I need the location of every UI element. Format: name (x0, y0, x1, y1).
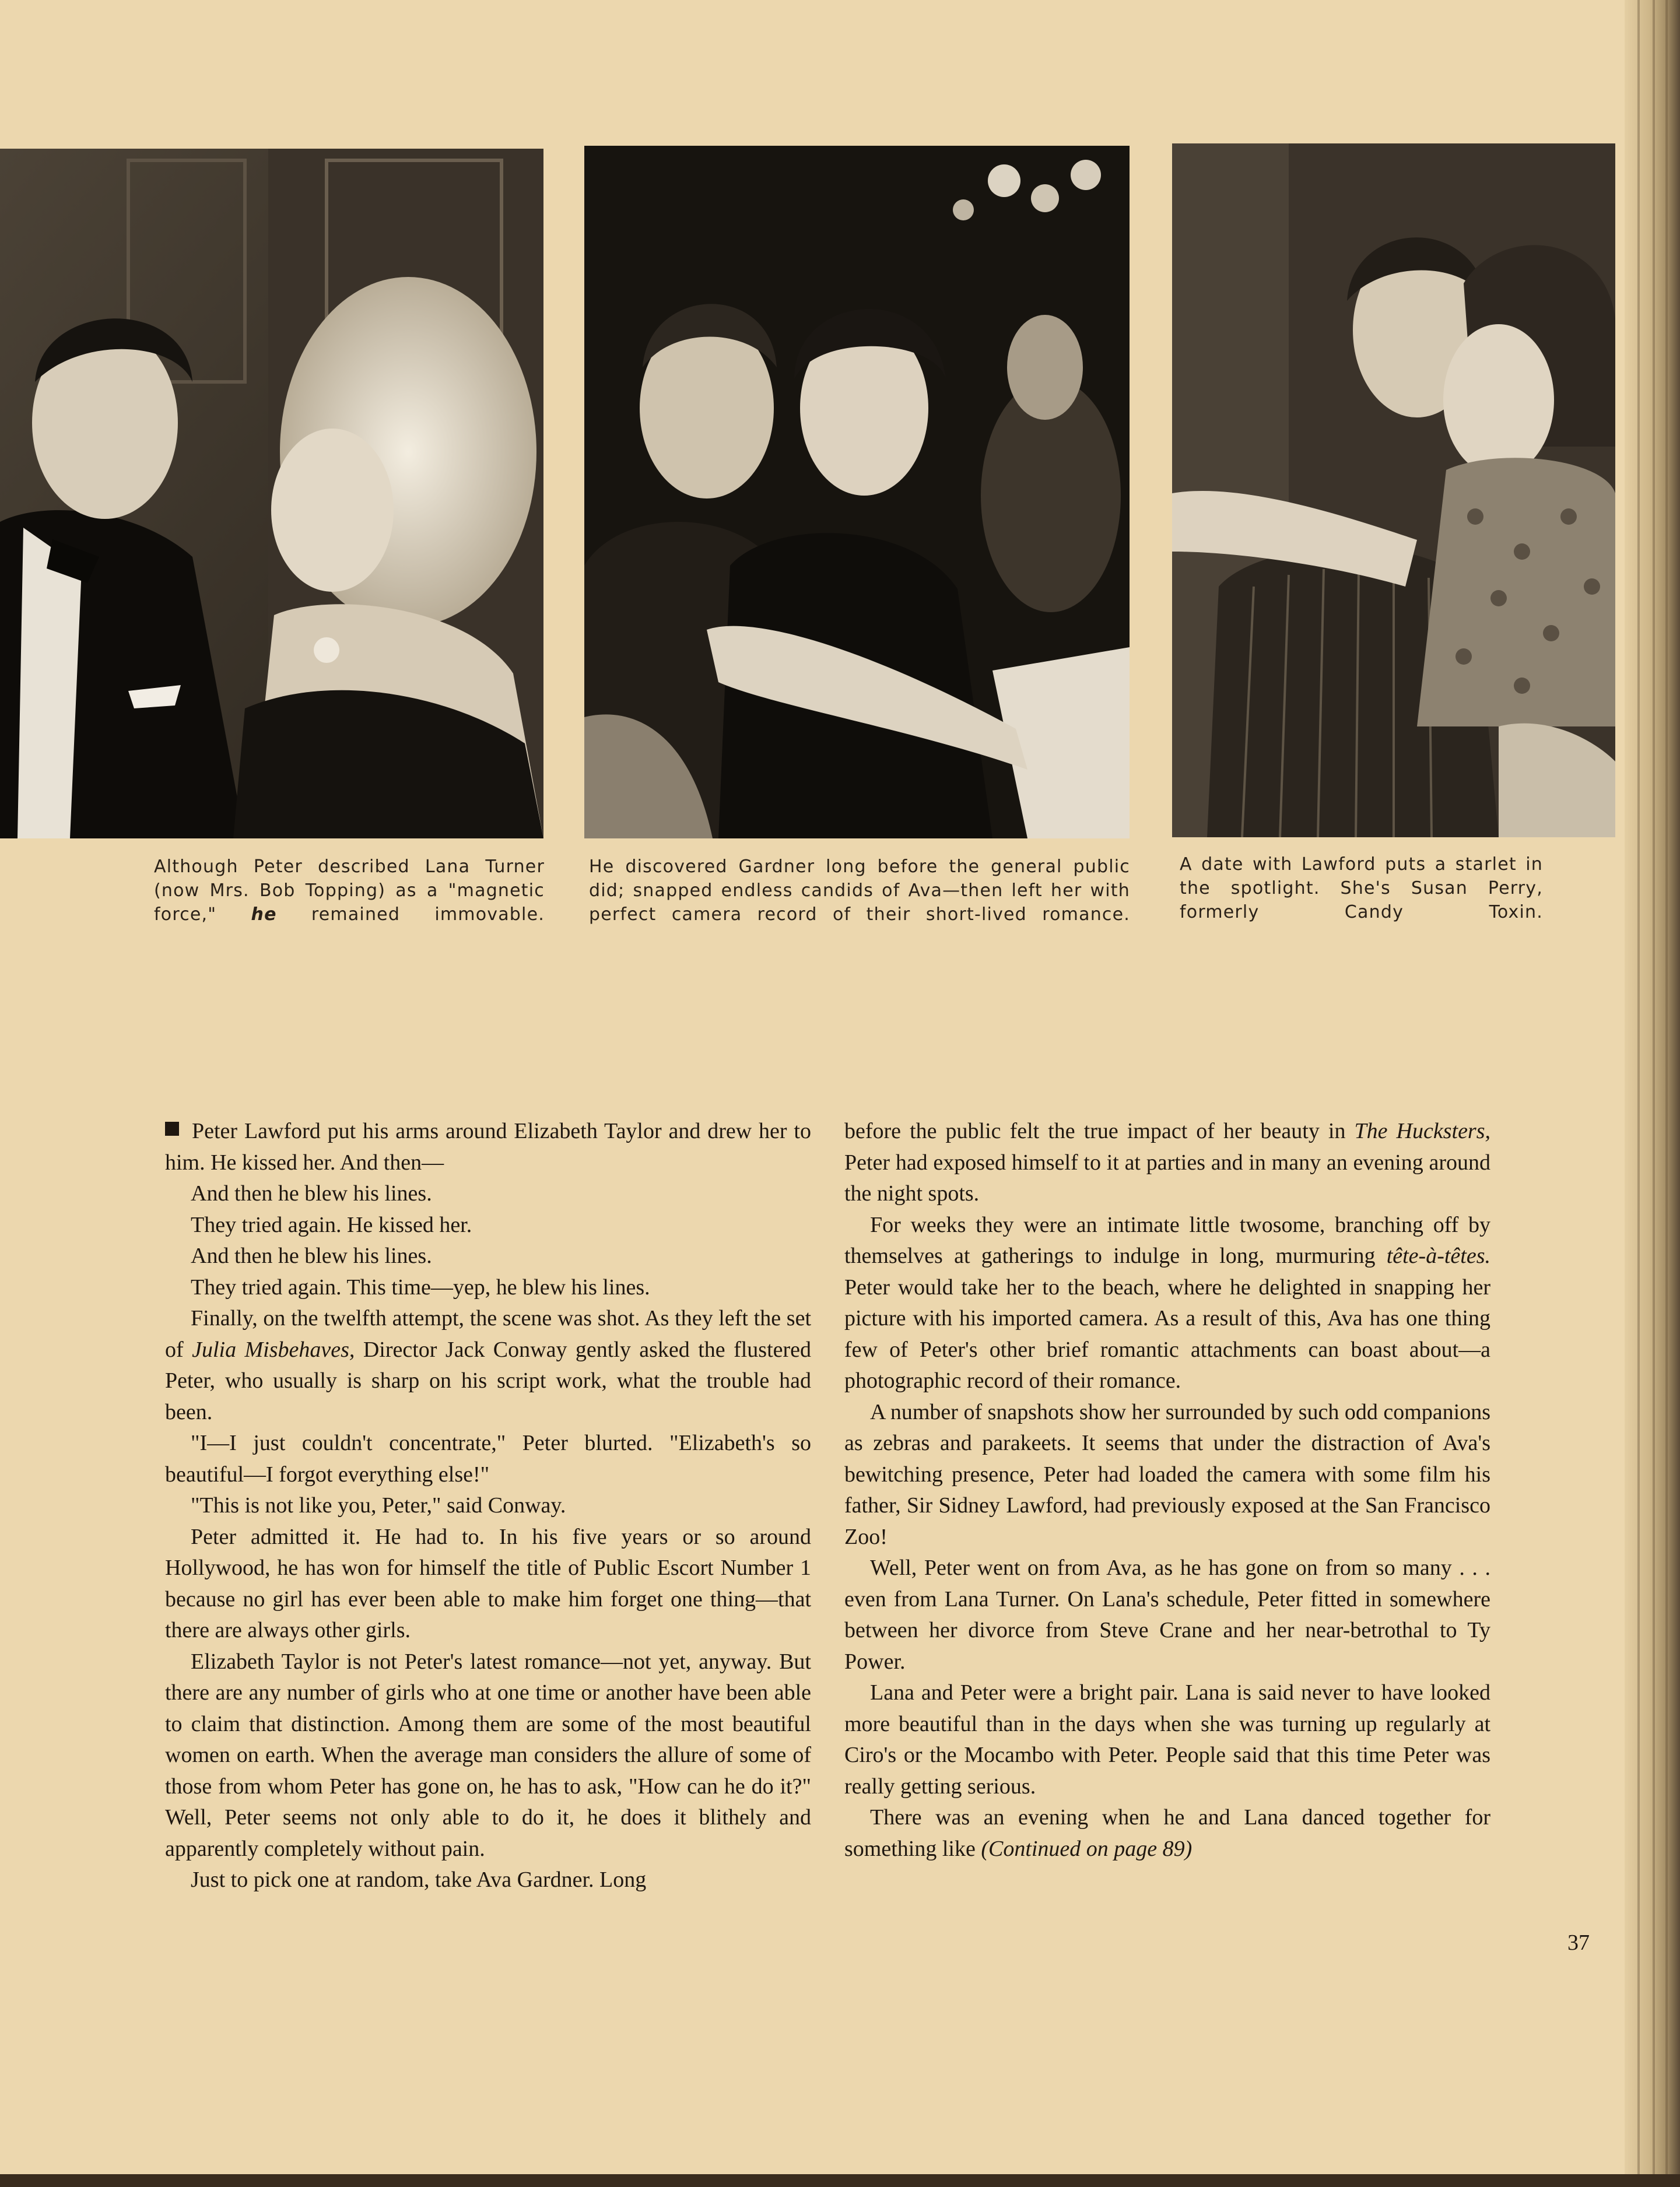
article-column-left (165, 1116, 811, 1896)
continued-on-page-note: (Continued on page 89) (981, 1836, 1193, 1861)
caption-lana-emphasis: he (251, 904, 277, 925)
page-bottom-edge (0, 2174, 1680, 2187)
caption-ava-gardner: He discovered Gardner long before the general public did; snapped endless candids of Ava—then left her with perfect camera record of their short-lived romance. (589, 856, 1130, 925)
caption-lana-text-1: Although Peter described Lana Turner (now Mrs. Bob Topping) as a "magnetic force," (154, 856, 545, 925)
caption-susan-perry: A date with Lawford puts a starlet in the spotlight. She's Susan Perry, formerly Candy Toxin. (1180, 854, 1543, 922)
article-paragraph: Well, Peter went on from Ava, as he has gone on from so many . . . even from Lana Turner. On Lana's schedule, Peter fitted in somewhere between her divorce from Steve Crane and her near-betrothal to Ty Power. (844, 1556, 1490, 1674)
article-paragraph: Peter admitted it. He had to. In his five years or so around Hollywood, he has won for himself the title of Public Escort Number 1 because no girl has ever been able to make him forget one thing—that there are always other girls. (165, 1524, 811, 1642)
article-paragraph: "This is not like you, Peter," said Conway. (191, 1493, 566, 1518)
peter-lawford-lana-turner-photo (0, 149, 543, 838)
article-paragraph: They tried again. He kissed her. (191, 1212, 472, 1237)
article-paragraph: A number of snapshots show her surrounded by such odd companions as zebras and parakeets. It seems that under the distraction of Ava's bewitching presence, Peter had loaded the camera with some film his father, Sir Sidney Lawford, had previously exposed at the San Francisco Zoo! (844, 1399, 1490, 1549)
article-paragraph: And then he blew his lines. (191, 1244, 432, 1268)
peter-lawford-ava-gardner-photo (584, 146, 1130, 838)
article-paragraph: Just to pick one at random, take Ava Gardner. Long (191, 1867, 647, 1892)
article-column-right (844, 1116, 1490, 1865)
article-paragraph: Elizabeth Taylor is not Peter's latest romance—not yet, anyway. But there are any number of girls who at one time or another have been able to claim that distinction. Among them are some of the most beautiful women on earth. When the average man considers the allure of some of those from whom Peter has gone on, he has to ask, "How can he do it?" Well, Peter seems not only able to do it, he does it blithely and apparently completely without pain. (165, 1649, 811, 1861)
peter-lawford-susan-perry-photo (1172, 143, 1615, 837)
article-paragraph: They tried again. This time—yep, he blew his lines. (191, 1275, 650, 1300)
caption-lana-text-2: remained immovable. (311, 904, 545, 925)
page-number: 37 (1567, 1930, 1590, 1955)
article-paragraph: There was an evening when he and Lana danced together for something like (Continued on page 89) (844, 1805, 1490, 1861)
article-paragraph: For weeks they were an intimate little twosome, branching off by themselves at gatherings to indulge in long, murmuring tête-à-têtes. Peter would take her to the beach, where he delighted in snapping her picture with his imported camera. As a result of this, Ava has one thing few of Peter's other brief romantic attachments can boast about—a photographic record of their romance. (844, 1212, 1490, 1393)
article-paragraph: before the public felt the true impact of her beauty in The Hucksters, Peter had exposed himself to it at parties and in many an evening around the night spots. (844, 1119, 1491, 1206)
article-paragraph: "I—I just couldn't concentrate," Peter blurted. "Elizabeth's so beautiful—I forgot everything else!" (165, 1431, 811, 1487)
page-binding-edge (1625, 0, 1680, 2187)
article-paragraph: Finally, on the twelfth attempt, the scene was shot. As they left the set of Julia Misbehaves, Director Jack Conway gently asked the flustered Peter, who usually is sharp on his script work, what the trouble had been. (165, 1306, 812, 1424)
article-paragraph: Lana and Peter were a bright pair. Lana is said never to have looked more beautiful than in the days when she was turning up regularly at Ciro's or the Mocambo with Peter. People said that this time Peter was really getting serious. (844, 1680, 1490, 1799)
italic-tete-a-tetes: tête-à-têtes. (1386, 1244, 1490, 1268)
caption-lana-turner (154, 855, 545, 926)
film-title-the-hucksters: The Hucksters, (1354, 1119, 1491, 1143)
film-title-julia-misbehaves: Julia Misbehaves, (192, 1337, 355, 1362)
article-paragraph: Peter Lawford put his arms around Elizabeth Taylor and drew her to him. He kissed her. And then— (165, 1119, 811, 1175)
square-bullet-icon (165, 1122, 179, 1136)
article-paragraph: And then he blew his lines. (191, 1181, 432, 1206)
